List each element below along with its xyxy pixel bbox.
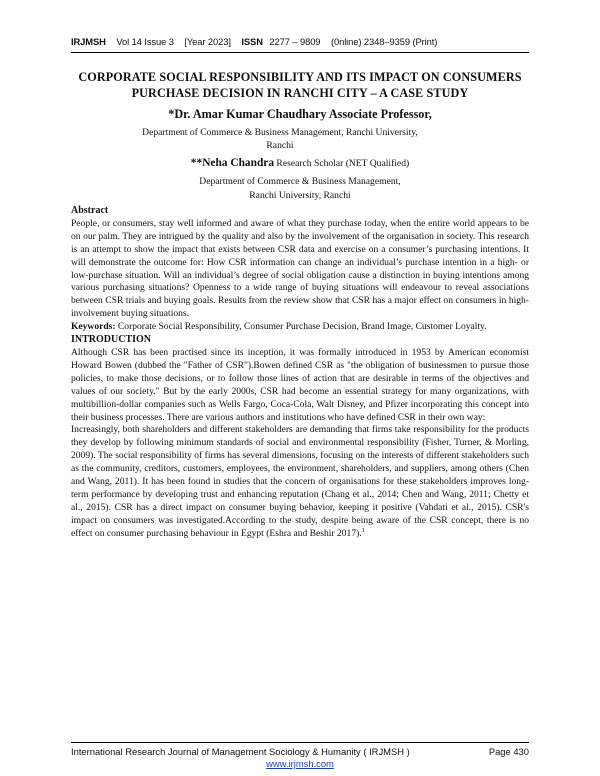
- issn-label: ISSN: [241, 36, 263, 47]
- paper-body: [71, 205, 529, 541]
- footer-journal-name: International Research Journal of Management Sociology & Humanity ( IRJMSH ): [71, 746, 410, 757]
- journal-abbrev: IRJMSH: [71, 36, 106, 47]
- affiliation-line: Ranchi: [266, 140, 294, 151]
- abstract-heading: Abstract: [71, 205, 109, 216]
- footer-rule: [71, 742, 529, 743]
- introduction-paragraph-1: Although CSR has been practised since its inception, it was formally introduced in 1953 by American economist Howard Bowen (dubbed the "Father of CSR").Bowen defined CSR as "the obligation of businessmen to pursue those policies, to make those decisions, or to follow those lines of action that are desirable in terms of the objectives and values of our society." But by the early 2000s, CSR had become an essential strategy for many organizations, with multibillion-dollar companies such as Wells Fargo, Coca-Cola, Walt Disney, and Pfizer incorporating this concept into their business processes. There are various authors and institutions who have defined CSR in their own way:: [71, 346, 529, 423]
- introduction-heading: INTRODUCTION: [71, 334, 152, 346]
- affiliation-line: Department of Commerce & Business Management, Ranchi University,: [142, 127, 418, 138]
- paragraph-text: Increasingly, both shareholders and different stakeholders are demanding that firms take responsibility for the products they develop by following minimum standards of social and environmental responsibility (Fisher, Turner, & Morling, 2009). The social responsibility of firms has several dimensions, focusing on the interests of different stakeholders such as the community, creditors, customers, employees, the environment, shareholders, and suppliers, among others (Chen and Wang, 2011). It has been found in studies that the concern of organisations for these stakeholders improves long-term performance by developing trust and enhancing reputation (Chang et al., 2014; Chen and Wang, 2011; Chetty et al., 2015). CSR has a direct impact on consumer buying behavior, keeping it positive (Vahdati et al., 2015). CSR's impact on consumers was investigated.According to the study, despite being aware of the CSR concept, there is no effect on consumer purchasing behaviour in Egypt (Eshra and Beshir 2017).: [71, 424, 529, 539]
- year: [Year 2023]: [184, 36, 231, 47]
- author-2-affiliation: [60, 175, 540, 203]
- paper-title: [60, 69, 540, 101]
- header-rule: [71, 52, 529, 53]
- keywords-label: Keywords:: [71, 321, 116, 333]
- volume-issue: Vol 14 Issue 3: [116, 36, 174, 47]
- author-1-affiliation: [60, 126, 500, 152]
- affiliation-line: Ranchi University, Ranchi: [249, 190, 351, 201]
- abstract-text: People, or consumers, stay well informed and aware of what they purchase today, when the entire world appears to be on our palm. They are intrigued by the quality and also by the involvement of the organisation in society. This research is an attempt to show the impact that exists between CSR data and exercise on a consumer’s purchasing intentions. It will demonstrate the outcome for: How CSR information can change an individual’s purchase intention in a high- or low-purchase situation. Will an individual’s degree of social obligation cause a distinction in buying intentions among various purchasing situations? Openness to a wide range of buying situations will endeavour to reveal associations between CSR trials and buying goals. Results from the review show that CSR has a major effect on consumers in high-involvement buying situations.: [71, 217, 529, 320]
- running-header: [71, 36, 531, 47]
- footnote-marker[interactable]: 1: [361, 526, 365, 534]
- author-2-name: **Neha Chandra: [190, 157, 275, 169]
- running-footer: [71, 746, 529, 769]
- keywords: [71, 321, 529, 334]
- title-line-1: CORPORATE SOCIAL RESPONSIBILITY AND ITS IMPACT ON CONSUMERS: [78, 70, 522, 84]
- journal-website-link[interactable]: www.irjmsh.com: [266, 758, 334, 769]
- author-2-role: Research Scholar (NET Qualified): [274, 158, 410, 169]
- title-line-2: PURCHASE DECISION IN RANCHI CITY – A CASE STUDY: [131, 86, 469, 100]
- author-2: [60, 157, 540, 169]
- introduction-paragraph-2: [71, 424, 529, 540]
- author-1: *Dr. Amar Kumar Chaudhary Associate Professor,: [168, 107, 432, 121]
- issn-online: 2277 – 9809: [269, 36, 321, 47]
- affiliation-line: Department of Commerce & Business Management,: [199, 176, 401, 187]
- keywords-text: Corporate Social Responsibility, Consumer Purchase Decision, Brand Image, Customer Loyalty.: [115, 321, 487, 333]
- page-number: Page 430: [488, 746, 529, 757]
- issn-print: (0nline) 2348–9359 (Print): [330, 36, 438, 47]
